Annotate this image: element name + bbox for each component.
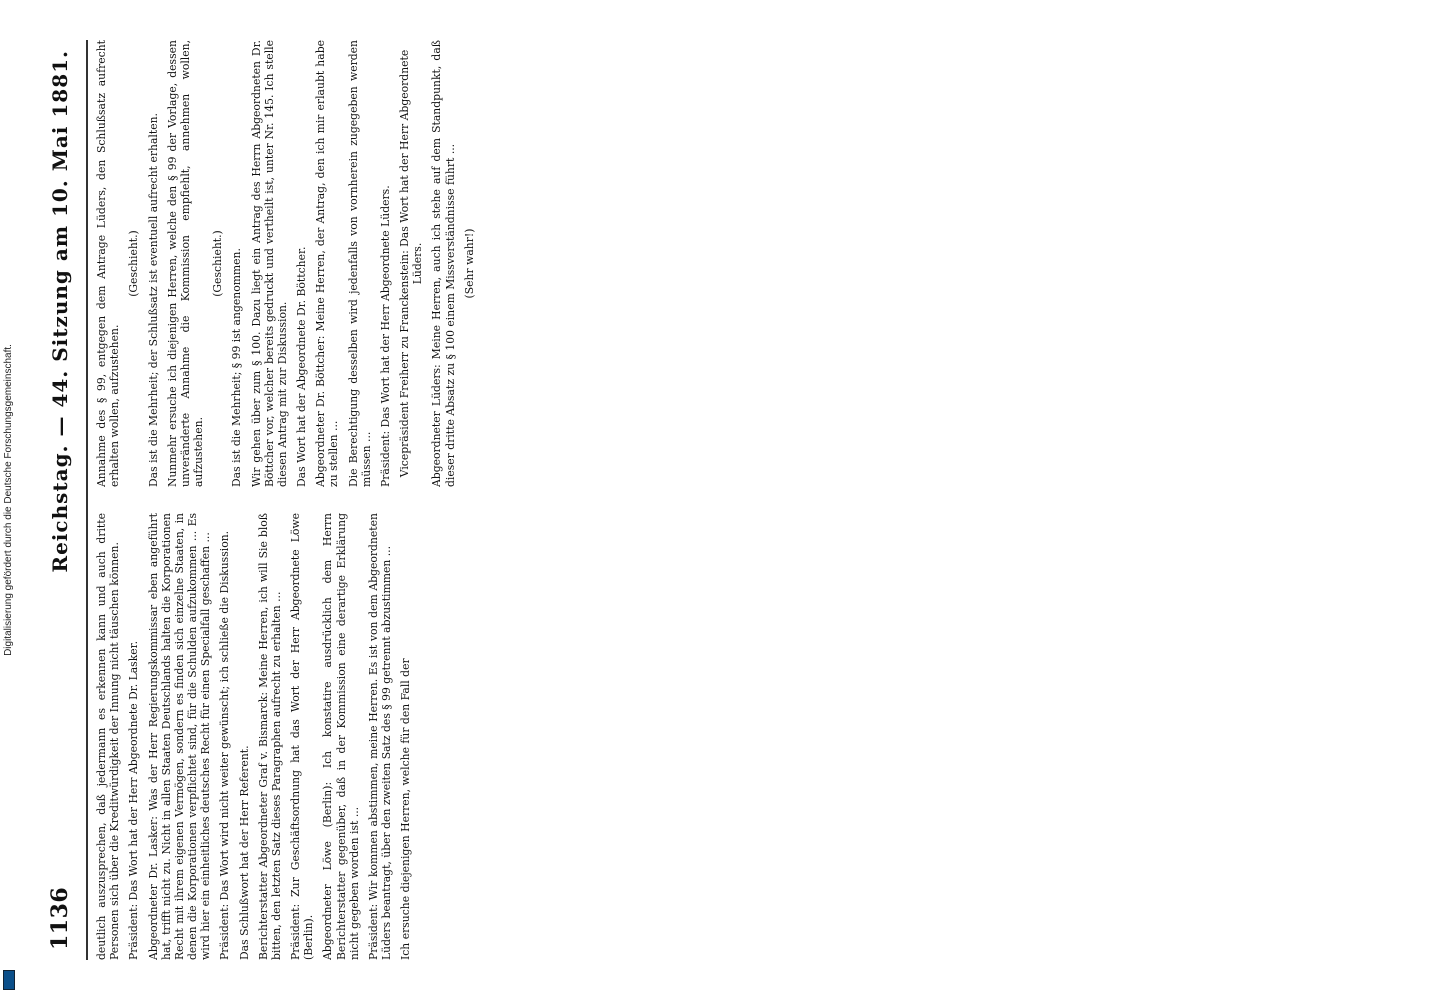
- right-para-2: (Geschieht.): [127, 230, 141, 297]
- dfg-credit: Digitalisierung gefördert durch die Deutsche Forschungsgemeinschaft.: [2, 344, 14, 656]
- left-para-1: deutlich auszusprechen, daß jedermann es erkennen kann und auch dritte Personen sich über die Kreditwürdigkeit der Innung nicht täuschen können.: [95, 513, 122, 960]
- left-para-8: Abgeordneter Löwe (Berlin): Ich konstatire ausdrücklich dem Herrn Berichterstatter gegenüber, daß in der Kommission eine derartige Erklärung nicht gegeben worden ist ...: [321, 513, 361, 960]
- left-column: [95, 513, 1392, 960]
- right-para-11: Präsident: Das Wort hat der Herr Abgeordnete Lüders.: [378, 185, 392, 487]
- left-para-6: Berichterstatter Abgeordneter Graf v. Bismarck: Meine Herren, ich will Sie bloß bitten, den letzten Satz dieses Paragraphen aufrecht zu erhalten ...: [256, 513, 283, 960]
- right-para-1: Annahme des § 99, entgegen dem Antrage Lüders, den Schlußsatz aufrecht erhalten wollen, aufzustehen.: [95, 40, 122, 487]
- left-para-4: Präsident: Das Wort wird nicht weiter gewünscht; ich schließe die Diskussion.: [218, 530, 232, 960]
- right-para-10: Die Berechtigung desselben wird jedenfalls von vornherein zugegeben werden müssen ...: [346, 40, 373, 487]
- left-para-3: Abgeordneter Dr. Lasker: Was der Herr Regierungskommissar eben angeführt hat, trifft nicht zu. Nicht in allen Staaten Deutschlands halten die Korporationen Recht mit ihrem eigenen Vermögen, sondern es finden sich einzelne Staaten, in denen die Korporationen verpflichtet sind, für die Schulden aufzukommen ... Es wird hier ein einheitliches deutsches Recht für einen Specialfall geschaffen ...: [146, 513, 213, 960]
- left-para-2: Präsident: Das Wort hat der Herr Abgeordnete Dr. Lasker.: [127, 640, 141, 960]
- left-para-7: Präsident: Zur Geschäftsordnung hat das Wort der Herr Abgeordnete Löwe (Berlin).: [289, 513, 316, 960]
- dfg-logo-icon: [3, 970, 15, 990]
- right-para-5: (Geschieht.): [211, 230, 225, 297]
- running-title: Reichstag. — 44. Sitzung am 10. Mai 1881.: [48, 50, 72, 573]
- right-para-3: Das ist die Mehrheit; der Schlußsatz ist eventuell aufrecht erhalten.: [146, 113, 160, 487]
- text-columns: [95, 40, 1392, 960]
- right-para-13: Abgeordneter Lüders: Meine Herren, auch ich stehe auf dem Standpunkt, daß dieser dritte Absatz zu § 100 einem Missverständnisse führt ...: [430, 40, 457, 487]
- left-sidebar: [0, 0, 16, 1000]
- page-number: 1136: [47, 886, 73, 950]
- right-para-8: Das Wort hat der Abgeordnete Dr. Böttcher.: [295, 246, 309, 487]
- left-para-9: Präsident: Wir kommen abstimmen, meine Herren. Es ist von dem Abgeordneten Lüders beantragt, über den zweiten Satz des § 99 getrennt abzustimmen ...: [366, 513, 394, 960]
- left-para-10: Ich ersuche diejenigen Herren, welche für den Fall der: [399, 658, 413, 960]
- right-para-14: (Sehr wahr!): [462, 228, 476, 299]
- right-para-9: Abgeordneter Dr. Böttcher: Meine Herren, der Antrag, den ich mir erlaubt habe zu stellen ...: [314, 40, 341, 487]
- page-header: [40, 50, 80, 950]
- left-para-5: Das Schlußwort hat der Herr Referent.: [237, 745, 251, 960]
- right-para-12: Vicepräsident Freiherr zu Franckenstein: Das Wort hat der Herr Abgeordnete Lüders.: [398, 49, 425, 478]
- right-column: [95, 40, 1392, 487]
- right-para-4: Nunmehr ersuche ich diejenigen Herren, welche den § 99 der Vorlage, dessen unveränderte Annahme die Kommission empfiehlt, annehmen wollen, aufzustehen.: [165, 40, 206, 487]
- right-para-6: Das ist die Mehrheit; § 99 ist angenommen.: [230, 248, 244, 487]
- right-para-7: Wir gehen über zum § 100. Dazu liegt ein Antrag des Herrn Abgeordneten Dr. Böttcher vor, welcher bereits gedruckt und vertheilt ist, unter Nr. 145. Ich stelle diesen Antrag mit zur Diskussion.: [249, 40, 289, 487]
- header-rule: [86, 40, 88, 960]
